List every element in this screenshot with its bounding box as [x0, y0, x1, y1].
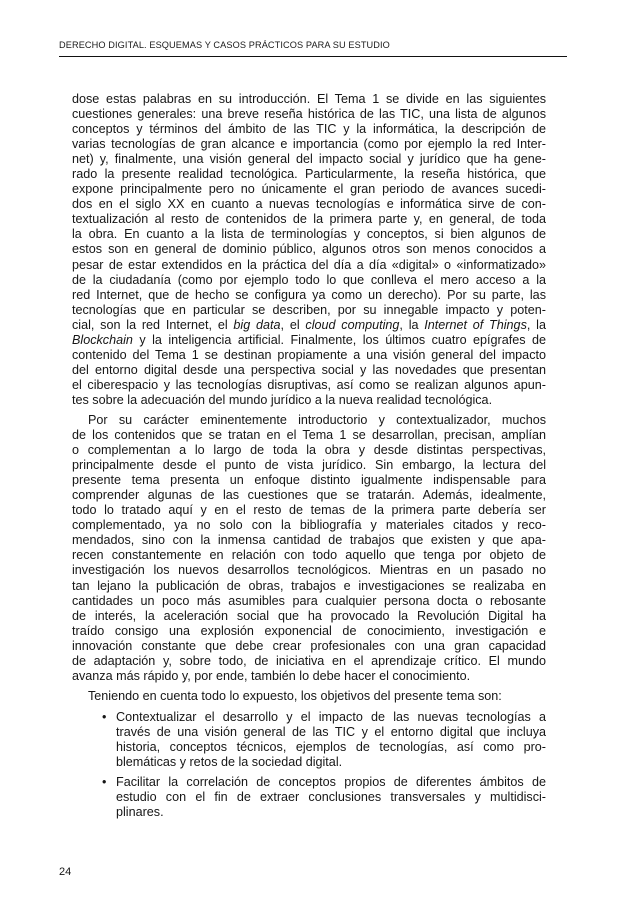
italic-term: Blockchain [72, 332, 133, 347]
paragraph [72, 413, 546, 684]
italic-term: cloud computing [305, 317, 400, 332]
paragraph [72, 689, 546, 704]
text-line: expone principalmente pero no únicamente el gran periodo de avances sucedi- [72, 182, 546, 197]
text-line: innovación constante que debe crear profesionales con una gran capacidad [72, 638, 546, 653]
paragraphs [72, 92, 546, 704]
text-line: comprender algunas de las cuestiones que se tratarán. Además, idealmente, [72, 488, 546, 503]
text-line: historia, conceptos técnicos, ejemplos de tecnologías, así como pro- [116, 739, 546, 754]
text-line: Contextualizar el desarrollo y el impacto de las nuevas tecnologías a [116, 709, 546, 724]
body-text [72, 92, 546, 825]
text-line: cial, son la red Internet, el big data, el cloud computing, la Internet of Things, la [72, 317, 546, 332]
text-line: varias tecnologías de gran alcance e importancia (como por ejemplo la red Inter- [72, 137, 546, 152]
text-line: recen constantemente en relación con todo aquello que tenga por objeto de [72, 548, 546, 563]
text-line: o complementan a lo largo de toda la obra y desde distintas perspectivas, [72, 443, 546, 458]
text-line: complementado, ya no solo con la bibliografía y materiales citados y reco- [72, 518, 546, 533]
italic-term: Internet of Things [424, 317, 527, 332]
text-line: contenido del Tema 1 se destinan propiamente a una visión general del impacto [72, 347, 546, 362]
text-line: Facilitar la correlación de conceptos propios de diferentes ámbitos de [116, 775, 546, 790]
text-line: cuestiones generales: una breve reseña histórica de las TIC, una lista de algunos [72, 107, 546, 122]
text-line: traído consigo una explosión exponencial de conocimiento, investigación e [72, 623, 546, 638]
text-line: principalmente desde el punto de vista jurídico. Sin embargo, la lectura del [72, 458, 546, 473]
text-line: mendados, sino con la inmensa cantidad de trabajos que existen y que apa- [72, 533, 546, 548]
text-line: tes sobre la adecuación del mundo jurídico a la nueva realidad tecnológica. [72, 392, 493, 407]
objective-item [72, 775, 546, 820]
text-line: dos en el siglo XX en cuanto a nuevas tecnologías e informática sirve de con- [72, 197, 546, 212]
text-line: avanza más rápido y, por ende, también lo debe hacer el conocimiento. [72, 668, 471, 683]
text-line: red Internet, que de hecho se configura ya como un derecho). Por su parte, las [72, 287, 546, 302]
text-line: de los contenidos que se tratan en el Tema 1 se desarrollan, precisan, amplían [72, 428, 546, 443]
text-line: través de una visión general de las TIC y el entorno digital que incluya [116, 724, 546, 739]
text-line: Blockchain y la inteligencia artificial. Finalmente, los últimos cuatro epígrafes de [72, 332, 546, 347]
page-number: 24 [59, 866, 72, 878]
text-line: del entorno digital desde una perspectiva social y las novedades que presentan [72, 362, 546, 377]
text-line: presente tema presenta un enfoque distinto igualmente indispensable para [72, 473, 546, 488]
text-line: rado la presente realidad tecnológica. Particularmente, la reseña histórica, que [72, 167, 546, 182]
paragraph [72, 92, 546, 408]
text-line: net) y, finalmente, una visión general del impacto social y jurídico que ha gene- [72, 152, 546, 167]
text-line: estudio con el fin de extraer conclusiones transversales y multidisci- [116, 790, 546, 805]
text-line: estos son en general de dominio público, algunos otros son menos conocidos a [72, 242, 546, 257]
text-line: pesar de estar extendidos en la práctica del día a día «digital» o «informatizado» [72, 257, 546, 272]
bullet-icon: • [102, 775, 107, 790]
text-line: todo lo tratado aquí y en el resto de temas de la primera parte debería ser [72, 503, 546, 518]
text-line: investigación los nuevos desarrollos tecnológicos. Mientras en un pasado no [72, 563, 546, 578]
bullet-icon: • [102, 709, 107, 724]
running-header: DERECHO DIGITAL. ESQUEMAS Y CASOS PRÁCTICOS PARA SU ESTUDIO [59, 40, 390, 50]
text-line: blemáticas y retos de la sociedad digital. [116, 755, 343, 770]
text-line: Teniendo en cuenta todo lo expuesto, los objetivos del presente tema son: [88, 688, 502, 703]
text-line: plinares. [116, 805, 164, 820]
text-line: de interés, la aceleración social que ha provocado la Revolución Digital ha [72, 608, 546, 623]
objective-item [72, 710, 546, 770]
text-line: dose estas palabras en su introducción. El Tema 1 se divide en las siguientes [72, 92, 546, 106]
text-line: tecnologías que en particular se describen, por su innegable impacto y poten- [72, 302, 546, 317]
text-line: cantidades un poco más asumibles para cualquier persona docta o rebosante [72, 593, 546, 608]
text-line: textualización al resto de contenidos de la primera parte y, en general, de toda [72, 212, 546, 227]
text-line: de la ciudadanía (como por ejemplo todo lo que conlleva el mero acceso a la [72, 272, 546, 287]
objectives-list [72, 710, 546, 820]
text-line: conceptos y términos del ámbito de las TIC y la informática, la descripción de [72, 122, 546, 137]
text-line: el ciberespacio y las tecnologías disruptivas, así como se realizan algunos apun- [72, 377, 546, 392]
header-rule [59, 56, 567, 57]
text-line: la obra. En cuanto a la lista de terminologías y conceptos, si bien algunos de [72, 227, 546, 242]
text-line: Por su carácter eminentemente introductorio y contextualizador, muchos [88, 412, 546, 427]
text-line: tan lejano la publicación de obras, trabajos e investigaciones se realizaba en [72, 578, 546, 593]
italic-term: big data [233, 317, 281, 332]
text-line: de adaptación y, sobre todo, de iniciativa en el aprendizaje crítico. El mundo [72, 653, 546, 668]
